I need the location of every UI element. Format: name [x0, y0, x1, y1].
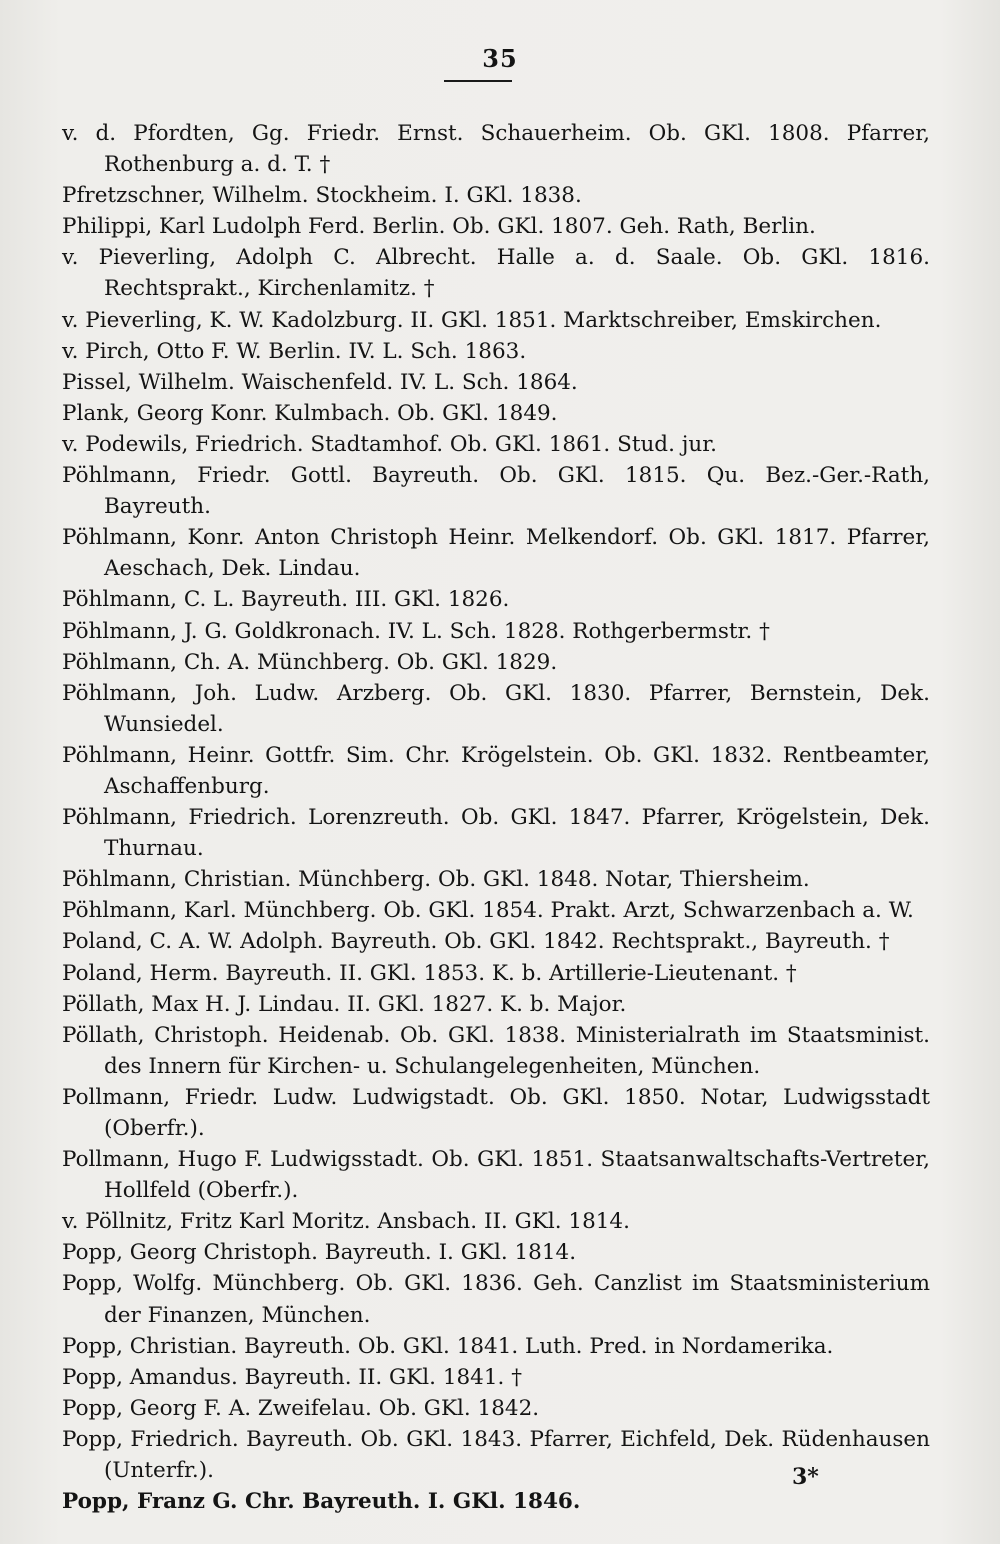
- register-entry: Popp, Friedrich. Bayreuth. Ob. GKl. 1843. Pfarrer, Eichfeld, Dek. Rüdenhausen (Unterfr.).: [62, 1426, 930, 1484]
- register-entry: Popp, Franz G. Chr. Bayreuth. I. GKl. 1846.: [62, 1489, 581, 1515]
- register-entry: Pöhlmann, C. L. Bayreuth. III. GKl. 1826.: [62, 587, 510, 613]
- register-entry: Pöhlmann, Karl. Münchberg. Ob. GKl. 1854. Prakt. Arzt, Schwarzenbach a. W.: [62, 898, 914, 924]
- register-entry: Popp, Christian. Bayreuth. Ob. GKl. 1841. Luth. Pred. in Nordamerika.: [62, 1333, 834, 1359]
- printer-signature: 3*: [792, 1464, 819, 1490]
- register-entry: Poland, C. A. W. Adolph. Bayreuth. Ob. GKl. 1842. Rechtsprakt., Bayreuth. †: [62, 929, 890, 955]
- register-entry: v. Podewils, Friedrich. Stadtamhof. Ob. GKl. 1861. Stud. jur.: [62, 431, 717, 457]
- register-entry: Popp, Georg F. A. Zweifelau. Ob. GKl. 1842.: [62, 1395, 540, 1421]
- register-entry: Pöhlmann, J. G. Goldkronach. IV. L. Sch. 1828. Rothgerbermstr. †: [62, 618, 770, 644]
- register-entry: Pöhlmann, Konr. Anton Christoph Heinr. Melkendorf. Ob. GKl. 1817. Pfarrer, Aeschach, Dek. Lindau.: [62, 525, 930, 582]
- register-entry: Pollmann, Hugo F. Ludwigsstadt. Ob. GKl. 1851. Staatsanwaltschafts-Vertreter, Hollfeld (Oberfr.).: [62, 1147, 930, 1204]
- register-entry: Pöhlmann, Christian. Münchberg. Ob. GKl. 1848. Notar, Thiersheim.: [62, 867, 810, 893]
- register-entry: Plank, Georg Konr. Kulmbach. Ob. GKl. 1849.: [62, 400, 558, 426]
- register-entry: v. Pöllnitz, Fritz Karl Moritz. Ansbach. II. GKl. 1814.: [62, 1209, 630, 1235]
- header-rule: [444, 80, 512, 82]
- register-entry: Pöhlmann, Heinr. Gottfr. Sim. Chr. Krögelstein. Ob. GKl. 1832. Rentbeamter, Aschaffenburg.: [62, 742, 930, 799]
- register-entry: Philippi, Karl Ludolph Ferd. Berlin. Ob. GKl. 1807. Geh. Rath, Berlin.: [62, 214, 816, 240]
- register-entry: Pollmann, Friedr. Ludw. Ludwigstadt. Ob. GKl. 1850. Notar, Ludwigsstadt (Oberfr.).: [62, 1084, 930, 1141]
- register-entry: Pöllath, Christoph. Heidenab. Ob. GKl. 1838. Ministerialrath im Staatsminist. des Innern für Kirchen- u. Schulangelegenheiten, München.: [62, 1022, 930, 1079]
- page-number: 35: [482, 44, 518, 73]
- register-entry: Pissel, Wilhelm. Waischenfeld. IV. L. Sch. 1864.: [62, 369, 578, 395]
- register-entry: Pöhlmann, Friedrich. Lorenzreuth. Ob. GKl. 1847. Pfarrer, Krögelstein, Dek. Thurnau.: [62, 805, 930, 862]
- register-entry: v. d. Pfordten, Gg. Friedr. Ernst. Schauerheim. Ob. GKl. 1808. Pfarrer, Rothenburg a. d. T. †: [62, 121, 930, 178]
- register-entry: Popp, Georg Christoph. Bayreuth. I. GKl. 1814.: [62, 1240, 577, 1266]
- register-entry: Popp, Wolfg. Münchberg. Ob. GKl. 1836. Geh. Canzlist im Staatsministerium der Finanzen, München.: [62, 1271, 930, 1328]
- register-entry: Pöllath, Max H. J. Lindau. II. GKl. 1827. K. b. Major.: [62, 991, 627, 1017]
- register-entry: v. Pieverling, Adolph C. Albrecht. Halle a. d. Saale. Ob. GKl. 1816. Rechtsprakt., Kirchenlamitz. †: [62, 245, 930, 302]
- register-entry: Popp, Amandus. Bayreuth. II. GKl. 1841. †: [62, 1364, 522, 1390]
- register-entry: Pöhlmann, Friedr. Gottl. Bayreuth. Ob. GKl. 1815. Qu. Bez.-Ger.-Rath, Bayreuth.: [62, 463, 930, 520]
- register-entry: Poland, Herm. Bayreuth. II. GKl. 1853. K. b. Artillerie-Lieutenant. †: [62, 960, 797, 986]
- register-entry: Pöhlmann, Joh. Ludw. Arzberg. Ob. GKl. 1830. Pfarrer, Bernstein, Dek. Wunsiedel.: [62, 680, 930, 737]
- register-entry: v. Pirch, Otto F. W. Berlin. IV. L. Sch. 1863.: [62, 338, 527, 364]
- register-entry: v. Pieverling, K. W. Kadolzburg. II. GKl. 1851. Marktschreiber, Emskirchen.: [62, 307, 882, 333]
- register-entry: Pöhlmann, Ch. A. Münchberg. Ob. GKl. 1829.: [62, 649, 558, 675]
- register-list: [62, 118, 930, 1517]
- register-entry: Pfretzschner, Wilhelm. Stockheim. I. GKl. 1838.: [62, 183, 582, 209]
